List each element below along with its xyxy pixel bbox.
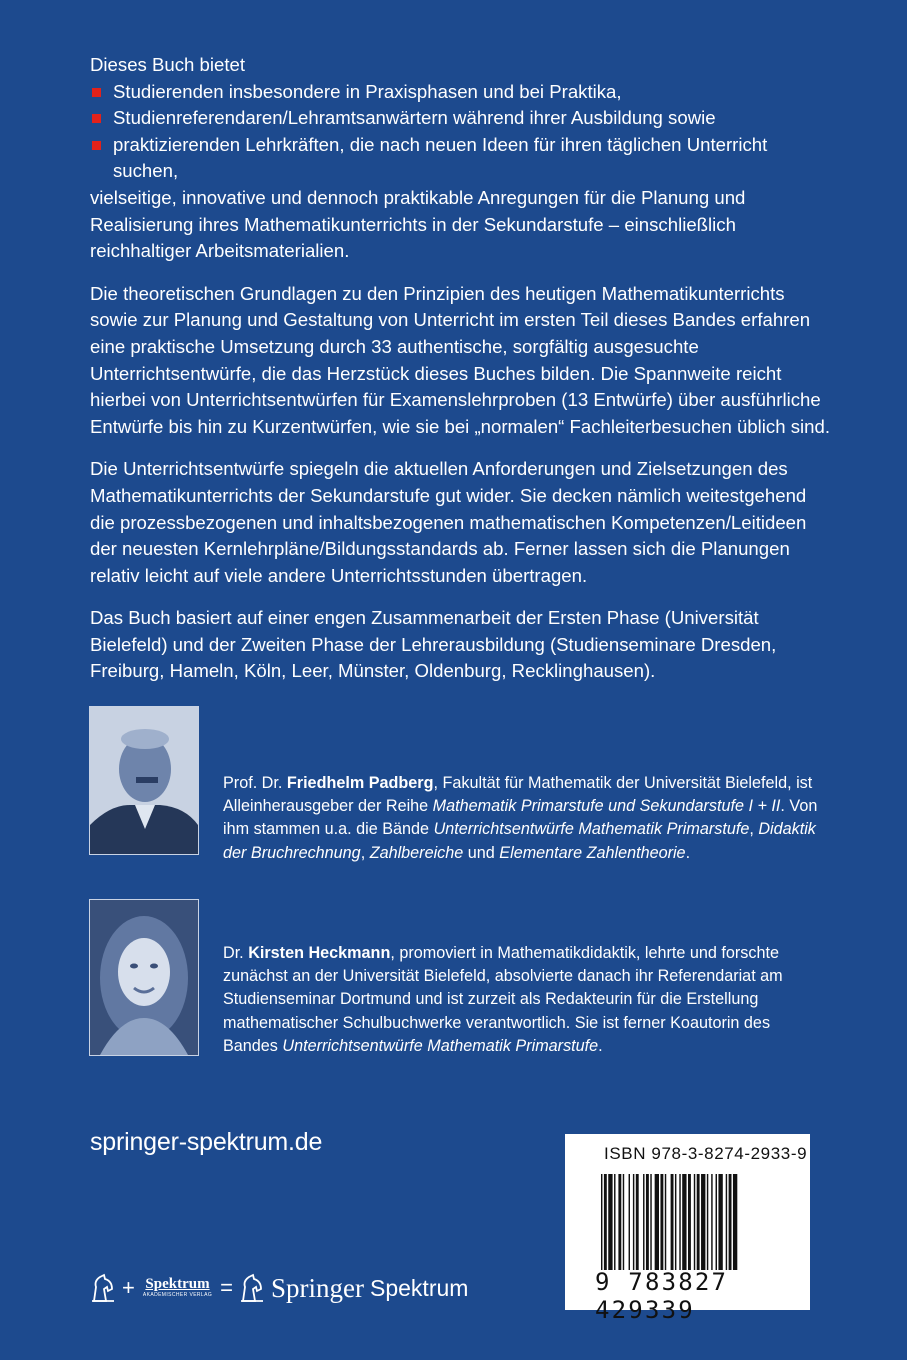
author-title: Prof. Dr.	[223, 774, 287, 792]
separator: ,	[360, 843, 370, 862]
portrait-icon	[90, 900, 198, 1055]
publisher-url[interactable]: springer-spektrum.de	[90, 1128, 323, 1156]
book-title: Unterrichtsentwürfe Mathematik Primarstufe	[282, 1036, 599, 1055]
bullet-item	[90, 105, 830, 132]
portrait-icon	[90, 707, 198, 854]
publisher-logos	[90, 1268, 468, 1308]
logo-plus: +	[122, 1275, 135, 1300]
author-title: Dr.	[223, 944, 249, 962]
book-title: Didaktik der Bruchrechnung	[223, 820, 816, 862]
bullet-square-icon	[92, 88, 101, 97]
author-name: Friedhelm Padberg	[286, 774, 434, 792]
intro-continuation: vielseitige, innovative und dennoch praktikable Anregungen für die Planung und Realisierung ihres Mathematikunterrichts in der Sekundarstufe – einschließlich reichhaltiger Arbeitsmaterialien.	[90, 186, 746, 262]
spektrum-wordmark: Spektrum	[370, 1274, 469, 1301]
book-title: Unterrichtsentwürfe Mathematik Primarstufe	[433, 820, 750, 839]
bullet-text: Studierenden insbesondere in Praxisphasen und bei Praktika,	[113, 80, 622, 102]
paragraph: Die theoretischen Grundlagen zu den Prinzipien des heutigen Mathematikunterrichts sowie zur Planung und Gestaltung von Unterricht im ersten Teil dieses Bandes erfahren eine praktische Umsetzung durch 33 authentische, sorgfältig ausgesuchte Unterrichtsentwürfe, die das Herzstück dieses Buches bilden. Die Spannweite reicht hierbei von Unterrichtsentwürfen für Examenslehrproben (13 Entwürfe) über ausführliche Entwürfe bis hin zu Kurzentwürfen, wie sie bei „normalen“ Fachleiterbesuchen üblich sind.	[90, 282, 830, 437]
spektrum-subtitle: AKADEMISCHER VERLAG	[142, 1292, 213, 1298]
logo-equals: =	[220, 1275, 234, 1300]
bio-text: , promoviert in Mathematikdidaktik, lehrte und forschte zunächst an der Universität Bielefeld, absolvierte danach ihr Referendariat am Studienseminar Dortmund und ist zurzeit als Redakteurin für die Erstellung mathematischer Schulbuchwerke verantwortlich. Sie ist ferner Koautorin des Bandes	[223, 944, 783, 1055]
barcode-icon	[601, 1174, 777, 1270]
bullet-text: praktizierenden Lehrkräften, die nach neuen Ideen für ihren täglichen Unterricht suchen,	[113, 133, 768, 182]
paragraph: Die Unterrichtsentwürfe spiegeln die aktuellen Anforderungen und Zielsetzungen des Mathematikunterrichts der Sekundarstufe gut wider. Sie decken nämlich weitestgehend die prozessbezogenen und inhaltsbezogenen mathematischen Kompetenzen/Leitideen der neuesten Kernlehrpläne/Bildungsstandards ab. Ferner lassen sich die Planungen relativ leicht auf viele andere Unterrichtsstunden übertragen.	[90, 458, 807, 586]
springer-horse-icon	[239, 1273, 265, 1303]
paragraph: Das Buch basiert auf einer engen Zusammenarbeit der Ersten Phase (Universität Bielefeld) und der Zweiten Phase der Lehrerausbildung (Studienseminare Dresden, Freiburg, Hameln, Köln, Leer, Münster, Oldenburg, Recklinghausen).	[90, 607, 777, 682]
bullet-square-icon	[92, 141, 101, 150]
spektrum-small-word: Spektrum	[145, 1276, 210, 1292]
bio-end: .	[598, 1036, 603, 1055]
author-bio-padberg	[223, 772, 823, 865]
springer-horse-icon	[90, 1273, 116, 1303]
separator: und	[463, 843, 500, 862]
intro-lead: Dieses Buch bietet	[90, 54, 246, 75]
isbn-barcode-box	[565, 1134, 810, 1324]
isbn-label: ISBN 978-3-8274-2933-9	[604, 1144, 808, 1163]
bio-end: .	[685, 843, 691, 862]
springer-wordmark: Springer	[271, 1272, 364, 1303]
bullet-item	[90, 79, 830, 106]
spektrum-akademischer-logo	[143, 1277, 212, 1299]
book-title: Elementare Zahlentheorie	[499, 843, 686, 862]
author-photo-heckmann	[89, 899, 199, 1056]
bullet-square-icon	[92, 114, 101, 123]
author-photo-padberg	[89, 706, 199, 855]
bio-text: , Fakultät für Mathematik der Universität Bielefeld, ist Alleinherausgeber der Reihe	[223, 774, 813, 816]
isbn-digits: 9 783827 429339	[595, 1268, 729, 1324]
bullet-text: Studienreferendaren/Lehramtsanwärtern während ihrer Ausbildung sowie	[113, 107, 716, 129]
book-title: Zahlbereiche	[369, 843, 464, 862]
author-name: Kirsten Heckmann	[248, 944, 391, 962]
bio-text: . Von ihm stammen u.a. die Bände	[223, 797, 818, 839]
bullet-item	[90, 132, 830, 185]
separator: ,	[749, 820, 759, 839]
author-bio-heckmann	[223, 942, 823, 1058]
series-title: Mathematik Primarstufe und Sekundarstufe I + II	[432, 797, 781, 816]
blurb	[90, 52, 830, 685]
